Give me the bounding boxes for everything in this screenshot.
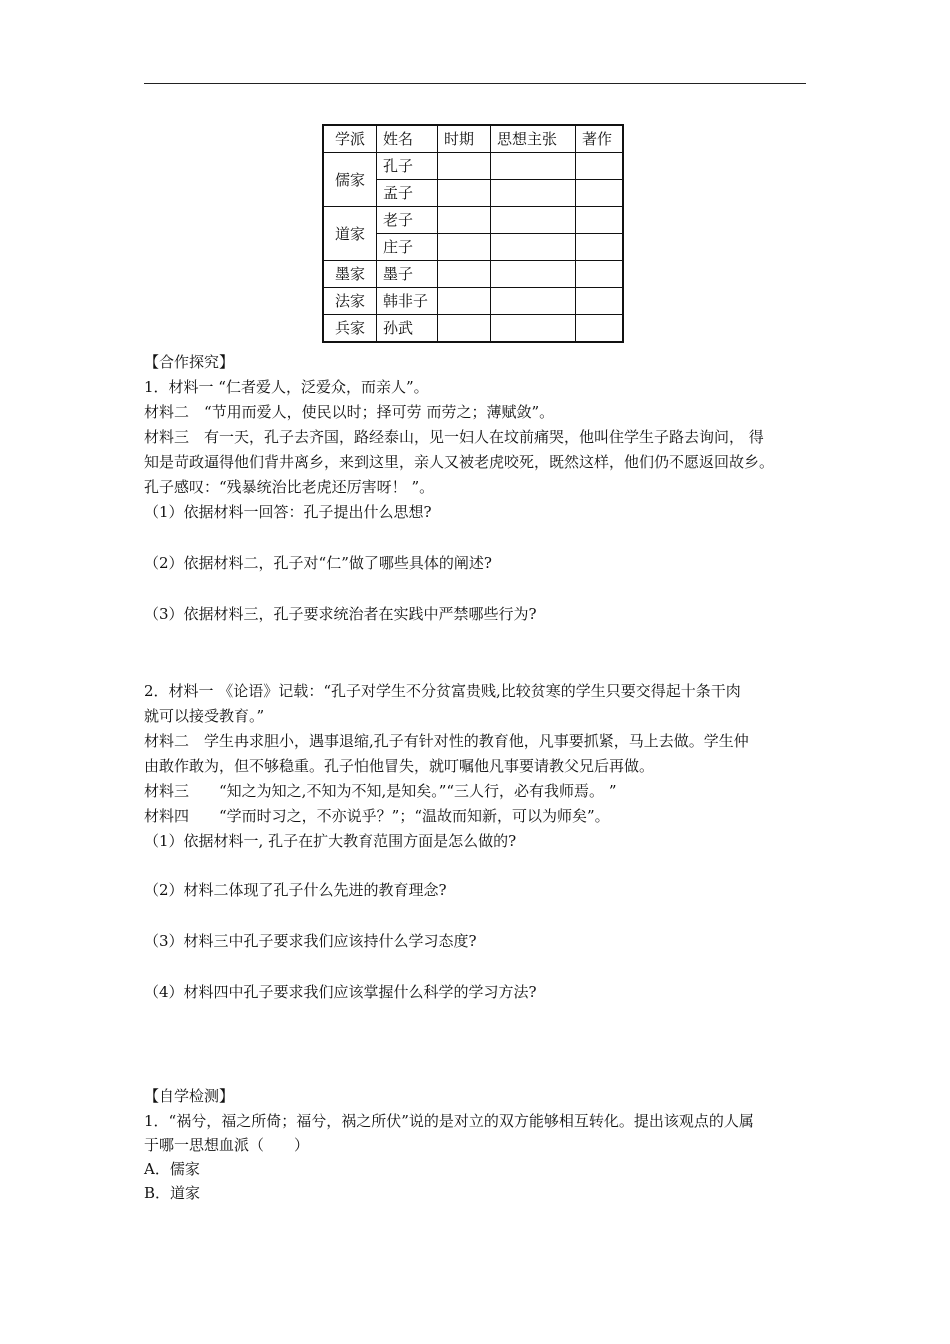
period-cell xyxy=(438,180,491,207)
thought-cell xyxy=(491,234,576,261)
thought-cell xyxy=(491,315,576,343)
header-cell: 时期 xyxy=(438,125,491,153)
schools-table xyxy=(322,124,624,343)
name-cell: 孟子 xyxy=(377,180,438,207)
name-cell: 韩非子 xyxy=(377,288,438,315)
name-cell: 墨子 xyxy=(377,261,438,288)
section-heading: 【自学检测】 xyxy=(144,1087,235,1105)
sub-question: （1）依据材料一, 孔子在扩大教育范围方面是怎么做的? xyxy=(144,832,517,850)
works-cell xyxy=(576,261,624,288)
name-cell: 庄子 xyxy=(377,234,438,261)
works-cell xyxy=(576,180,624,207)
question-2-material-3: 材料三 “知之为知之,不知为不知,是知矣。”“三人行，必有我师焉。 ” xyxy=(144,782,617,800)
sub-question: （2）材料二体现了孔子什么先进的教育理念? xyxy=(144,881,447,899)
question-1-material-3-line-3: 孔子感叹：“残暴统治比老虎还厉害呀！ ”。 xyxy=(144,478,435,496)
period-cell xyxy=(438,153,491,180)
question-2-material-1-line-1: 2．材料一 《论语》记载：“孔子对学生不分贫富贵贱,比较贫寒的学生只要交得起十条干肉 xyxy=(144,682,741,700)
question-2-material-1-line-2: 就可以接受教育。” xyxy=(144,707,265,725)
table-row xyxy=(323,261,623,288)
works-cell xyxy=(576,288,624,315)
works-cell xyxy=(576,315,624,343)
sub-question: （3）材料三中孔子要求我们应该持什么学习态度? xyxy=(144,932,477,950)
question-1-material-3-line-1: 材料三 有一天，孔子去齐国，路经泰山，见一妇人在坟前痛哭，他叫住学生子路去询问， 得 xyxy=(144,428,764,446)
sub-question: （4）材料四中孔子要求我们应该掌握什么科学的学习方法? xyxy=(144,983,537,1001)
question-2-material-2-line-2: 由敢作敢为，但不够稳重。孔子怕他冒失，就叮嘱他凡事要请教父兄后再做。 xyxy=(144,757,655,775)
table-row xyxy=(323,207,623,234)
option-a: A．儒家 xyxy=(144,1160,200,1178)
header-rule xyxy=(144,83,806,84)
sub-question: （1）依据材料一回答：孔子提出什么思想? xyxy=(144,503,432,521)
period-cell xyxy=(438,315,491,343)
sub-question: （3）依据材料三，孔子要求统治者在实践中严禁哪些行为? xyxy=(144,605,537,623)
name-cell: 孔子 xyxy=(377,153,438,180)
option-b: B．道家 xyxy=(144,1184,201,1202)
works-cell xyxy=(576,234,624,261)
table-row xyxy=(323,288,623,315)
header-cell: 姓名 xyxy=(377,125,438,153)
school-cell: 道家 xyxy=(323,207,377,261)
table-row xyxy=(323,315,623,343)
thought-cell xyxy=(491,207,576,234)
thought-cell xyxy=(491,288,576,315)
question-2-material-2-line-1: 材料二 学生冉求胆小，遇事退缩,孔子有针对性的教育他，凡事要抓紧，马上去做。学生仲 xyxy=(144,732,749,750)
period-cell xyxy=(438,288,491,315)
test-question-line-1: 1．“祸兮，福之所倚；福兮，祸之所伏”说的是对立的双方能够相互转化。提出该观点的人属 xyxy=(144,1112,754,1130)
thought-cell xyxy=(491,180,576,207)
thought-cell xyxy=(491,153,576,180)
table-header-row xyxy=(323,125,623,153)
school-cell: 墨家 xyxy=(323,261,377,288)
school-cell: 法家 xyxy=(323,288,377,315)
works-cell xyxy=(576,153,624,180)
question-2-material-4: 材料四 “学而时习之，不亦说乎？”；“温故而知新，可以为师矣”。 xyxy=(144,807,610,825)
school-cell: 儒家 xyxy=(323,153,377,207)
section-heading: 【合作探究】 xyxy=(144,353,235,371)
period-cell xyxy=(438,207,491,234)
header-cell: 思想主张 xyxy=(491,125,576,153)
question-1-material-1: 1．材料一 “仁者爱人，泛爱众，而亲人”。 xyxy=(144,378,429,396)
works-cell xyxy=(576,207,624,234)
period-cell xyxy=(438,261,491,288)
name-cell: 老子 xyxy=(377,207,438,234)
header-cell: 学派 xyxy=(323,125,377,153)
header-cell: 著作 xyxy=(576,125,624,153)
period-cell xyxy=(438,234,491,261)
question-1-material-2: 材料二 “节用而爱人，使民以时；择可劳 而劳之；薄赋敛”。 xyxy=(144,403,555,421)
name-cell: 孙武 xyxy=(377,315,438,343)
question-1-material-3-line-2: 知是苛政逼得他们背井离乡，来到这里，亲人又被老虎咬死，既然这样，他们仍不愿返回故乡。 xyxy=(144,453,775,471)
table-row xyxy=(323,153,623,180)
school-cell: 兵家 xyxy=(323,315,377,343)
sub-question: （2）依据材料二，孔子对“仁”做了哪些具体的阐述? xyxy=(144,554,492,572)
test-question-line-2: 于哪一思想血派（ ） xyxy=(144,1136,310,1154)
thought-cell xyxy=(491,261,576,288)
